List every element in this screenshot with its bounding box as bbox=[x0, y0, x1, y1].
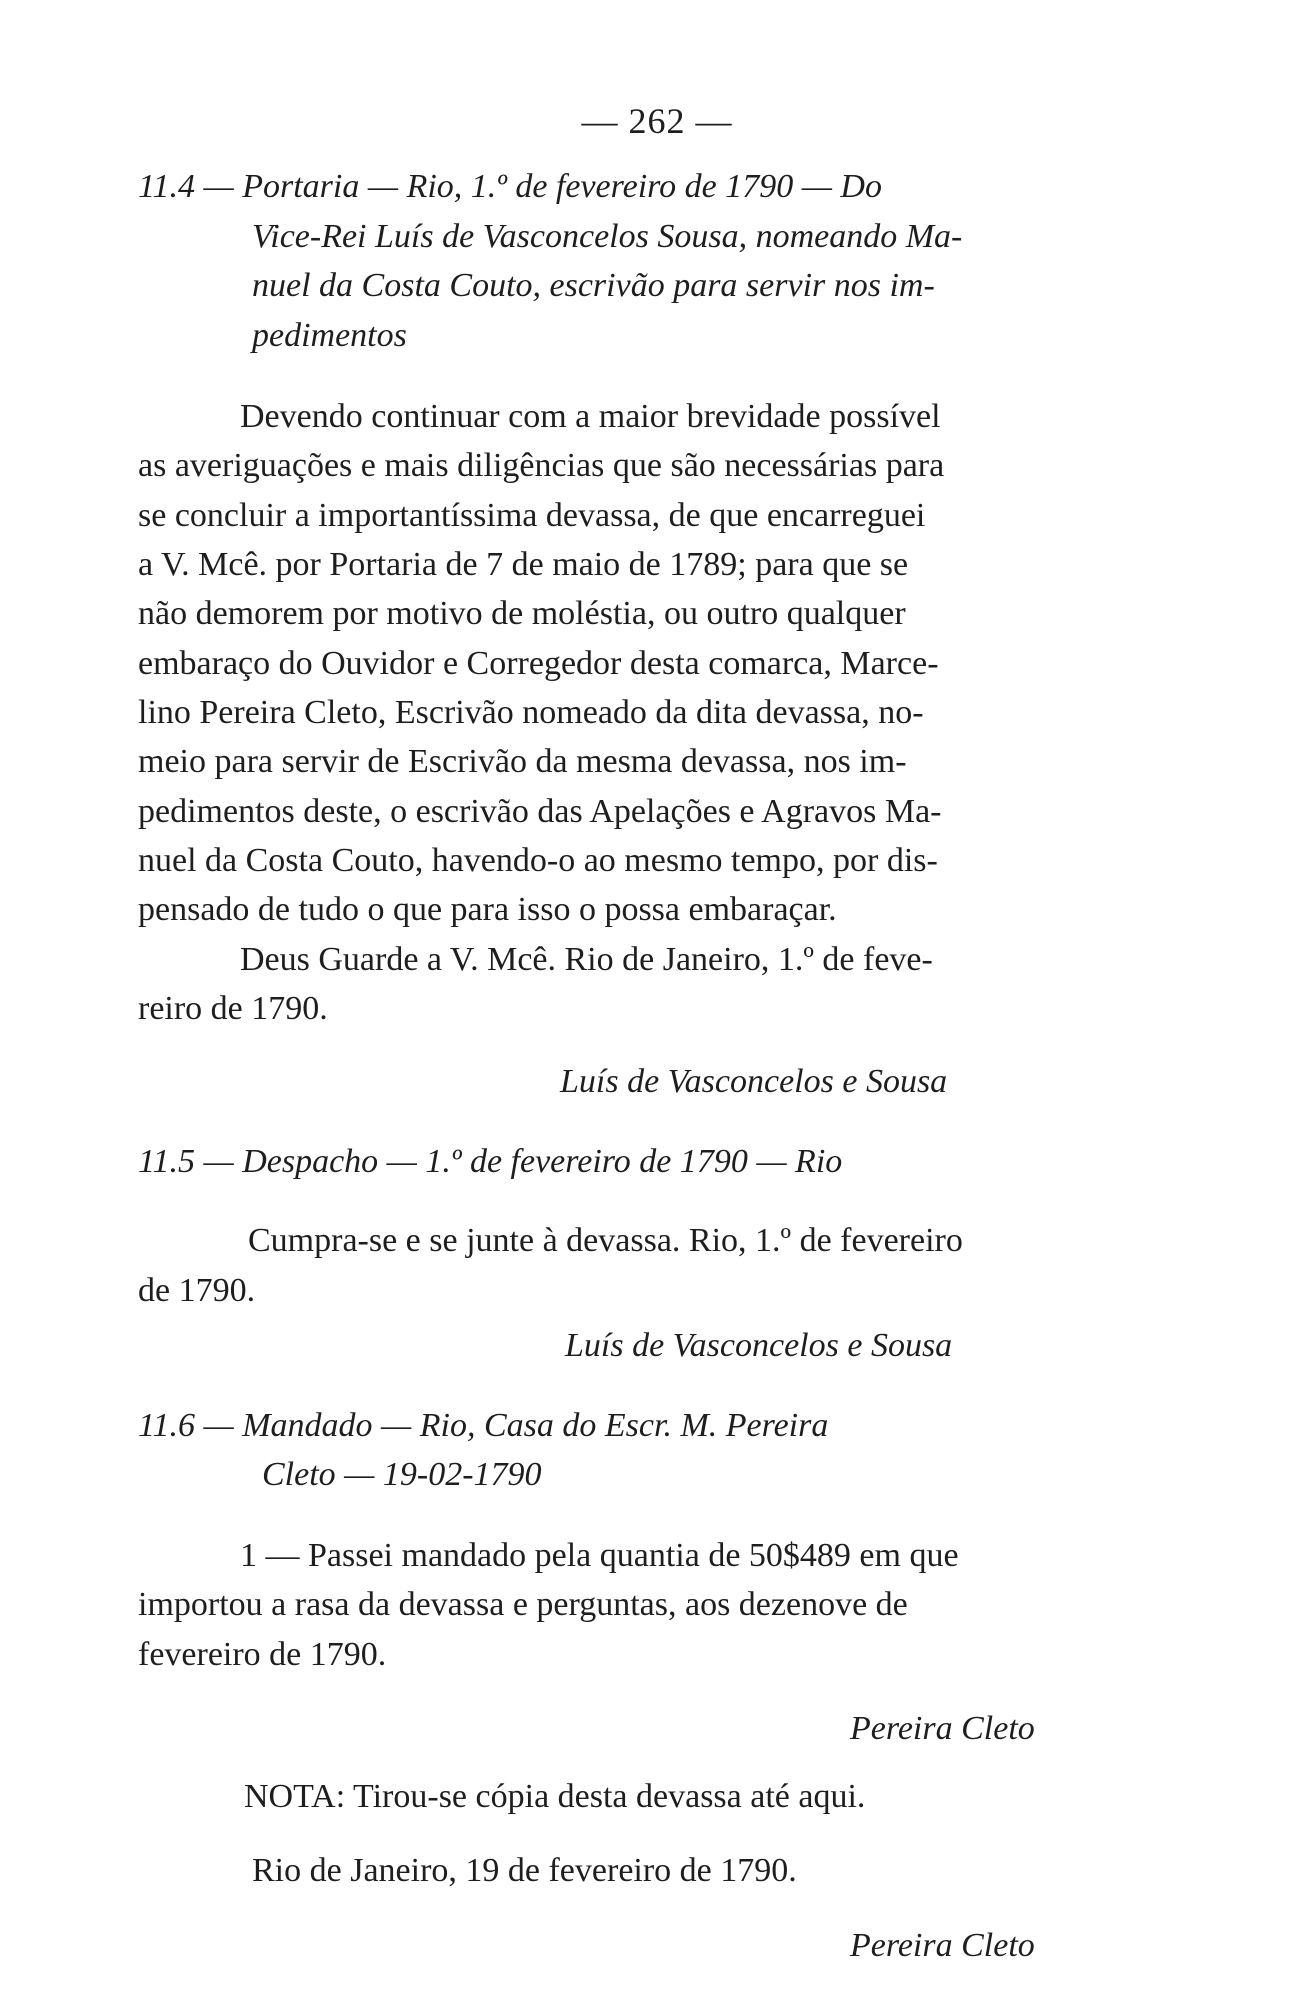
body-11-4-line-7: lino Pereira Cleto, Escrivão nomeado da dita devassa, no- bbox=[138, 694, 924, 731]
signature-11-5: Luís de Vasconcelos e Sousa bbox=[565, 1327, 953, 1364]
body-11-6-line-3: fevereiro de 1790. bbox=[138, 1636, 387, 1673]
heading-11-6-line-1: 11.6 — Mandado — Rio, Casa do Escr. M. Pereira bbox=[138, 1407, 829, 1444]
body-11-4-line-5: não demorem por motivo de moléstia, ou outro qualquer bbox=[138, 595, 906, 632]
body-11-4-line-4: a V. Mcê. por Portaria de 7 de maio de 1789; para que se bbox=[138, 546, 909, 583]
body-11-4-line-9: pedimentos deste, o escrivão das Apelações e Agravos Ma- bbox=[138, 793, 942, 830]
body-11-4-line-13: reiro de 1790. bbox=[138, 990, 328, 1027]
nota-line-1: NOTA: Tirou-se cópia desta devassa até aqui. bbox=[244, 1778, 866, 1815]
signature-11-4: Luís de Vasconcelos e Sousa bbox=[560, 1063, 948, 1100]
body-11-6-line-2: importou a rasa da devassa e perguntas, aos dezenove de bbox=[138, 1586, 908, 1623]
body-11-4-line-10: nuel da Costa Couto, havendo-o ao mesmo tempo, por dis- bbox=[138, 842, 938, 879]
body-11-4-line-3: se concluir a importantíssima devassa, de que encarreguei bbox=[138, 497, 926, 534]
heading-11-5-line-1: 11.5 — Despacho — 1.º de fevereiro de 1790 — Rio bbox=[138, 1143, 843, 1180]
body-11-5-line-2: de 1790. bbox=[138, 1272, 256, 1309]
body-11-6-line-1: 1 — Passei mandado pela quantia de 50$489 em que bbox=[240, 1537, 959, 1574]
heading-11-4-line-1: 11.4 — Portaria — Rio, 1.º de fevereiro de 1790 — Do bbox=[138, 168, 882, 205]
body-11-4-line-12: Deus Guarde a V. Mcê. Rio de Janeiro, 1.º de feve- bbox=[240, 941, 933, 978]
heading-11-6-line-2: Cleto — 19-02-1790 bbox=[262, 1456, 542, 1493]
signature-11-6: Pereira Cleto bbox=[850, 1710, 1035, 1747]
heading-11-4-line-3: nuel da Costa Couto, escrivão para servir nos im- bbox=[252, 267, 935, 304]
body-11-4-line-2: as averiguações e mais diligências que são necessárias para bbox=[138, 447, 945, 484]
heading-11-4-line-4: pedimentos bbox=[252, 317, 407, 354]
body-11-4-line-1: Devendo continuar com a maior brevidade possível bbox=[240, 398, 941, 435]
page-number: — 262 — bbox=[581, 101, 733, 141]
heading-11-4-line-2: Vice-Rei Luís de Vasconcelos Sousa, nomeando Ma- bbox=[252, 218, 963, 255]
body-11-4-line-8: meio para servir de Escrivão da mesma devassa, nos im- bbox=[138, 743, 907, 780]
body-11-4-line-11: pensado de tudo o que para isso o possa embaraçar. bbox=[138, 891, 837, 928]
nota-line-2: Rio de Janeiro, 19 de fevereiro de 1790. bbox=[252, 1852, 797, 1889]
body-11-4-line-6: embaraço do Ouvidor e Corregedor desta comarca, Marce- bbox=[138, 645, 939, 682]
signature-nota: Pereira Cleto bbox=[850, 1927, 1035, 1964]
body-11-5-line-1: Cumpra-se e se junte à devassa. Rio, 1.º de fevereiro bbox=[248, 1222, 963, 1259]
